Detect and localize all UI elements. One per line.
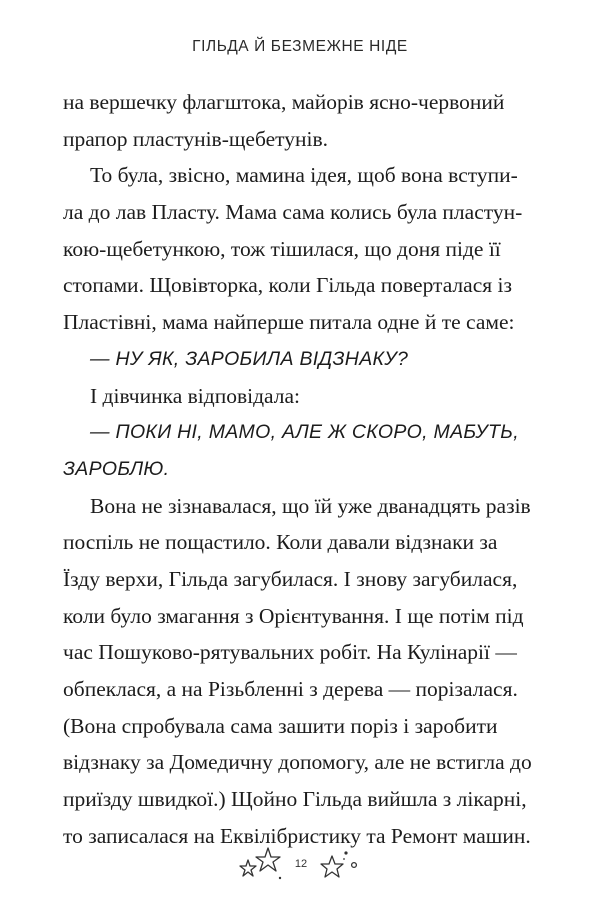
text-line: прапор пластунів-щебетунів.: [63, 126, 329, 151]
text-line: поспіль не пощастило. Коли давали відзнаки за: [63, 530, 498, 555]
dialogue-line: — НУ ЯК, ЗАРОБИЛА ВІДЗНАКУ?: [90, 347, 409, 370]
body-text: [63, 84, 537, 854]
text-line: коли було змагання з Орієнтування. І ще потім під: [63, 603, 524, 628]
text-line: То була, звісно, мамина ідея, щоб вона вступи-: [90, 163, 518, 188]
text-line: Вона не зізнавалася, що їй уже дванадцять разів: [90, 493, 531, 518]
text-line: стопами. Щовівторка, коли Гільда поверталася із: [63, 273, 512, 298]
text-line: приїзду швидкої.) Щойно Гільда вийшла з лікарні,: [63, 787, 527, 812]
dialogue-line: — ПОКИ НІ, МАМО, АЛЕ Ж СКОРО, МАБУТЬ,: [90, 421, 519, 444]
text-line: І дівчинка відповідала:: [90, 383, 301, 408]
page-footer: [236, 844, 366, 894]
text-line: Їзду верхи, Гільда загубилася. І знову загубилася,: [63, 566, 518, 591]
text-line: відзнаку за Домедичну допомогу, але не встигла до: [63, 750, 532, 775]
text-line: то записалася на Еквілібристику та Ремонт машин.: [63, 823, 531, 848]
text-line: кою-щебетункою, тож тішилася, що доня піде її: [63, 236, 501, 261]
star-doodle-icon: [256, 848, 280, 871]
text-line: (Вона спробувала сама зашити поріз і заробити: [63, 713, 498, 738]
star-doodle-icon: [240, 860, 256, 876]
star-doodle-icon: [321, 856, 343, 877]
text-line: Пластівні, мама найперше питала одне й те саме:: [63, 310, 515, 335]
page-number: 12: [294, 858, 308, 870]
dialogue-line: ЗАРОБЛЮ.: [63, 457, 170, 480]
text-line: обпеклася, а на Різьбленні з дерева — порізалася.: [63, 677, 518, 701]
text-line: час Пошуково-рятувальних робіт. На Кулінарії —: [63, 640, 517, 665]
text-line: ла до лав Пласту. Мама сама колись була пластун-: [63, 200, 523, 225]
running-title: ГІЛЬДА Й БЕЗМЕЖНЕ НІДЕ: [192, 38, 408, 55]
text-line: на вершечку флагштока, майорів ясно-червоний: [63, 90, 505, 114]
